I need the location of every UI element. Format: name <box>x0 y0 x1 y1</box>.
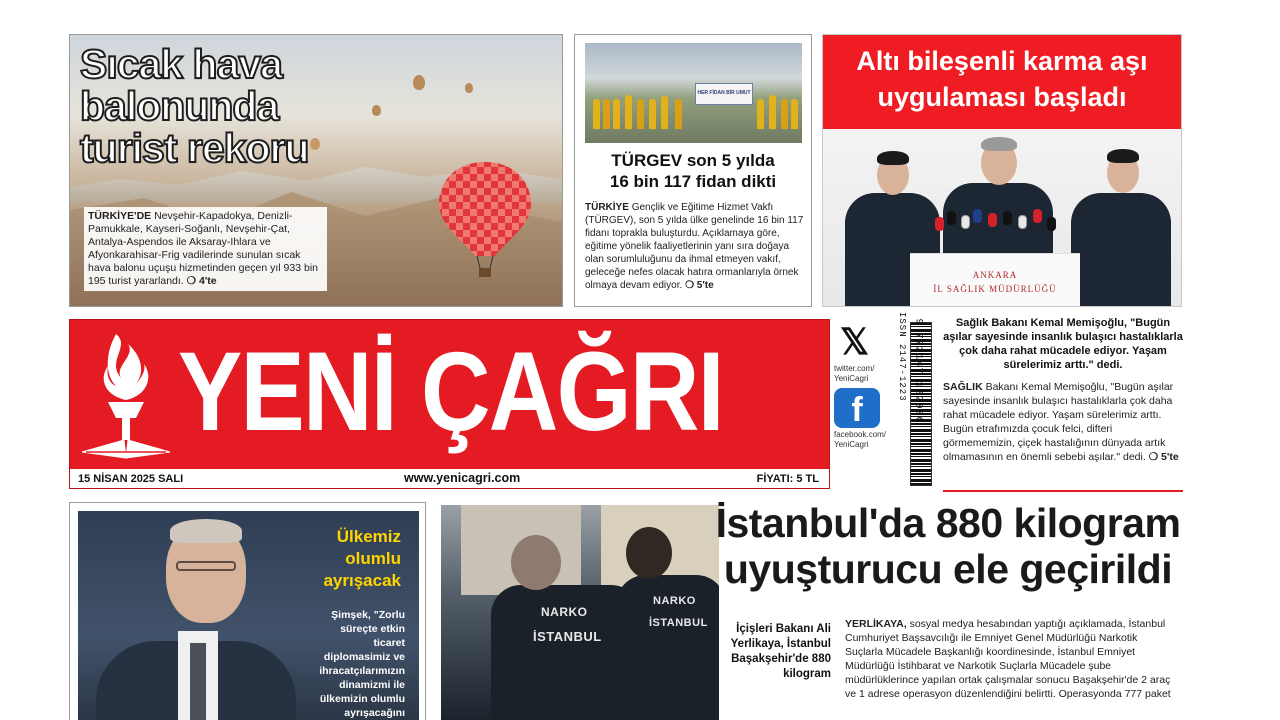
podium <box>910 253 1080 307</box>
podium-text: ANKARA <box>972 270 1018 280</box>
headline-line: balonunda <box>80 83 279 129</box>
headline-line: uygulaması başladı <box>877 82 1127 112</box>
jacket-lettering: NARKO <box>541 605 588 619</box>
summary-body: Gençlik ve Eğitime Hizmet Vakfı (TÜRGEV), son 5 yılda ülke genelinde 16 bin 117 fidanı toprakla buluşturdu. Açıklamaya göre, eğitime yönelik faaliyetlerinin yanı sıra doğaya olan sorumluluğunu da ihmal etmeyen vakıf, geleceğe nefes olacak hatıra ormanlarıyla örnek olmaya devam ediyor. <box>585 202 804 291</box>
summary-body: sosyal medya hesabından yaptığı açıklamada, İstanbul Cumhuriyet Başsavcılığı ile Emniyet Genel Müdürlüğü Narkotik Suçlarla Mücadele Başkanlığı koordinesinde, İstanbul Emniyet Müdürlüğü İstihbarat ve Narkotik Suçlarla Mücadele şube müdürlüklerince yapılan ortak çalışmalar sonucu Başakşehir'de 2 araç ve 1 adrese operasyon düzenlendiğini belirtti. Operasyonda 777 paket <box>845 618 1171 700</box>
headline-line: İstanbul'da 880 kilogram <box>715 500 1181 546</box>
hot-air-balloon-image <box>435 160 535 280</box>
balloon-summary <box>84 207 327 291</box>
headline-line: turist rekoru <box>80 125 309 171</box>
x-logo-icon[interactable]: 𝕏 <box>840 321 870 362</box>
summary-lead: YERLİKAYA, <box>845 618 907 630</box>
headline-line: ayrışacak <box>323 571 401 590</box>
banner-text: HER FİDAN BİR UMUT <box>697 90 751 96</box>
page-reference[interactable]: ❍ 4'te <box>186 275 217 287</box>
jacket-lettering: NARKO <box>653 595 696 607</box>
headline-line: Ülkemiz <box>336 527 401 546</box>
jacket-lettering: İSTANBUL <box>533 629 602 644</box>
health-minister-quote[interactable] <box>943 316 1183 492</box>
small-balloon <box>465 83 473 93</box>
ministry-press-photo <box>823 129 1181 307</box>
headline-line: olumlu <box>345 549 401 568</box>
simsek-summary: Şimşek, "Zorlu süreçte etkin ticaret diplomasimiz ve ihracatçılarımızın dinamizmi ile ülkemizin olumlu ayrışacağını <box>319 609 405 719</box>
quote-body <box>943 380 1183 464</box>
barcode <box>893 312 939 488</box>
headline-line: Altı bileşenli karma aşı <box>856 46 1148 76</box>
masthead-info-bar <box>70 467 829 488</box>
narcotics-subhead: İçişleri Bakanı Ali Yerlikaya, İstanbul Başakşehir'de 880 kilogram <box>730 623 831 680</box>
issue-date: 15 NİSAN 2025 SALI <box>78 473 184 485</box>
balloon-headline <box>80 43 309 169</box>
social-links <box>834 322 892 472</box>
headline-line: uyuşturucu ele geçirildi <box>723 546 1173 592</box>
small-balloon <box>413 75 425 90</box>
newspaper-title: YENİ ÇAĞRI <box>178 329 723 454</box>
torch-book-logo <box>76 326 176 466</box>
turgev-story[interactable] <box>574 34 812 307</box>
narcotics-headline[interactable] <box>712 500 1184 592</box>
small-balloon <box>310 138 320 150</box>
facebook-handle[interactable]: facebook.com/ YeniCagri <box>834 430 887 449</box>
small-balloon <box>372 105 381 116</box>
turgev-summary <box>585 201 805 292</box>
tree-planting-photo <box>585 43 802 143</box>
balloon-story[interactable] <box>69 34 563 307</box>
simsek-story[interactable] <box>69 502 426 720</box>
ean-number: 9 772147 122006 <box>912 318 924 424</box>
summary-body: Bakanı Kemal Memişoğlu, "Bugün aşılar sayesinde insanlık bulaşıcı hastalıklarla çok daha rahat mücadele ediyor. Yaşam sürelerimiz arttı. Bugün etrafımızda çocuk felci, difteri görmememizin, çiçek hastalığının dünyada artık olmamasının en önemli sebebi aşılar." dedi. <box>943 381 1174 463</box>
jacket-lettering: İSTANBUL <box>649 617 708 629</box>
turgev-headline <box>575 150 811 192</box>
summary-lead: SAĞLIK <box>943 381 983 393</box>
website-link[interactable]: www.yenicagri.com <box>404 471 521 485</box>
summary-lead: TÜRKİYE'DE <box>88 210 152 222</box>
quote-lead: Sağlık Bakanı Kemal Memişoğlu, "Bugün aşılar sayesinde insanlık bulaşıcı hastalıklarla çok daha rahat mücadele ediyor. Yaşam sürelerimiz arttı." dedi. <box>943 317 1183 371</box>
simsek-headline <box>323 526 401 592</box>
summary-body: Nevşehir-Kapadokya, Denizli-Pamukkale, Kayseri-Soğanlı, Nevşehir-Çat, Antalya-Aspendos ile Aksaray-Ihlara ve Afyonkarahisar-Frig vadilerinde sunulan sıcak hava balonu uçuşu hizmetinden geçen yıl 933 bin 195 turist yararlandı. <box>88 210 318 287</box>
headline-line: 16 bin 117 fidan dikti <box>609 172 777 191</box>
tree-banner <box>695 83 753 105</box>
masthead <box>69 319 830 489</box>
page-reference[interactable]: ❍ 5'te <box>1148 451 1179 463</box>
podium-text: İL SAĞLIK MÜDÜRLÜĞÜ <box>933 284 1057 294</box>
facebook-icon[interactable]: f <box>834 388 880 428</box>
summary-lead: TÜRKİYE <box>585 202 629 213</box>
vaccine-headline <box>823 35 1181 129</box>
narcotics-body <box>845 617 1177 720</box>
headline-line: TÜRGEV son 5 yılda <box>611 151 775 170</box>
narcotics-police-photo <box>441 505 719 720</box>
simsek-photo <box>78 511 419 720</box>
issue-price: FİYATI: 5 TL <box>756 473 819 485</box>
page-reference[interactable]: ❍ 5'te <box>685 280 714 291</box>
x-handle[interactable]: twitter.com/ YeniCagri <box>834 364 875 383</box>
vaccine-story[interactable] <box>822 34 1182 307</box>
divider <box>943 490 1183 492</box>
issn-number: ISSN 2147-1223 <box>897 312 907 402</box>
headline-line: Sıcak hava <box>80 41 282 87</box>
